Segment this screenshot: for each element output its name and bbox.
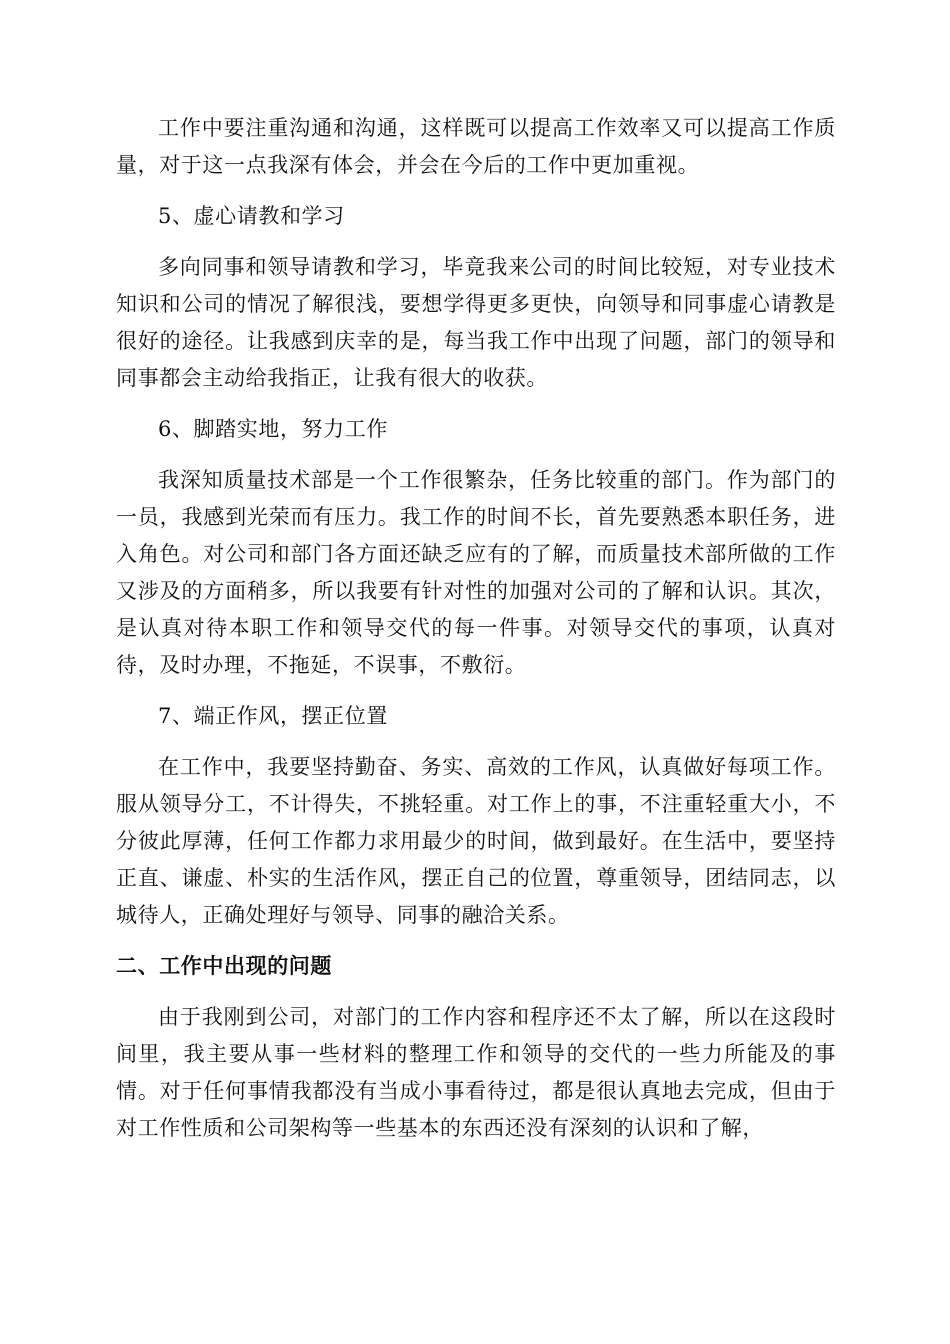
paragraph-work: 我深知质量技术部是一个工作很繁杂，任务比较重的部门。作为部门的一员，我感到光荣而有压力。我工作的时间不长，首先要熟悉本职任务，进入角色。对公司和部门各方面还缺乏应有的了解，而质量技术部所做的工作又涉及的方面稍多，所以我要有针对性的加强对公司的了解和认识。其次，是认真对待本职工作和领导交代的每一件事。对领导交代的事项，认真对待，及时办理，不拖延，不误事，不敷衍。	[116, 468, 836, 677]
spacer	[116, 184, 836, 198]
section-heading-problems: 二、工作中出现的问题	[116, 954, 332, 978]
spacer	[116, 684, 836, 698]
paragraph-communication: 工作中要注重沟通和沟通，这样既可以提高工作效率又可以提高工作质量，对于这一点我深有体会，并会在今后的工作中更加重视。	[116, 116, 836, 177]
spacer	[116, 934, 836, 948]
subheading-5: 5、虚心请教和学习	[158, 204, 345, 228]
spacer	[116, 235, 836, 249]
subheading-6: 6、脚踏实地，努力工作	[158, 417, 388, 441]
paragraph-learning: 多向同事和领导请教和学习，毕竟我来公司的时间比较短，对专业技术知识和公司的情况了解很浅，要想学得更多更快，向领导和同事虚心请教是很好的途径。让我感到庆幸的是，每当我工作中出现了问题，部门的领导和同事都会主动给我指正，让我有很大的收获。	[116, 255, 836, 390]
paragraph-problems: 由于我刚到公司，对部门的工作内容和程序还不太了解，所以在这段时间里，我主要从事一些材料的整理工作和领导的交代的一些力所能及的事情。对于任何事情我都没有当成小事看待过，都是很认真地去完成，但由于对工作性质和公司架构等一些基本的东西还没有深刻的认识和了解，	[116, 1005, 836, 1140]
spacer	[116, 397, 836, 411]
subheading-7: 7、端正作风，摆正位置	[158, 704, 388, 728]
spacer	[116, 985, 836, 999]
spacer	[116, 735, 836, 749]
document-body	[116, 110, 836, 1147]
paragraph-style: 在工作中，我要坚持勤奋、务实、高效的工作风，认真做好每项工作。服从领导分工，不计得失，不挑轻重。对工作上的事，不注重轻重大小，不分彼此厚薄，任何工作都力求用最少的时间，做到最好。在生活中，要坚持正直、谦虚、朴实的生活作风，摆正自己的位置，尊重领导，团结同志，以城待人，正确处理好与领导、同事的融洽关系。	[116, 755, 836, 927]
spacer	[116, 448, 836, 462]
